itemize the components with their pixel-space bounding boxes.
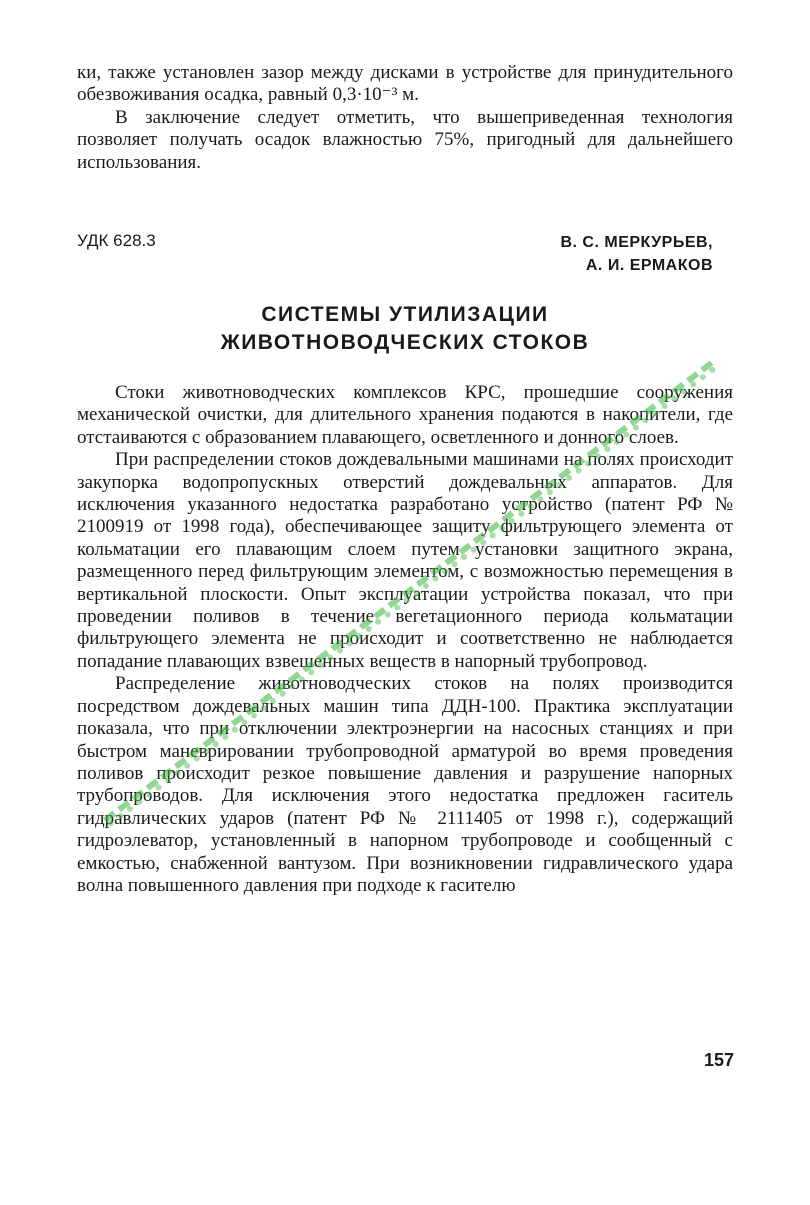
article-body: [77, 382, 733, 897]
author-2: А. И. ЕРМАКОВ: [585, 257, 713, 274]
author-1: В. С. МЕРКУРЬЕВ,: [560, 234, 713, 251]
udk-code: УДК 628.3: [77, 231, 156, 250]
top-paragraph-1: ки, также установлен зазор между дисками в устройстве для принудительного обезвоживания осадка, равный 0,3·10⁻³ м.: [77, 62, 733, 106]
body-paragraph-2: При распределении стоков дождевальными машинами на полях происходит закупорка водопропускных отверстий дождевальных аппаратов. Для исключения указанного недостатка разработано устройство (патент РФ № 2100919 от 1998 года), обеспечивающее защиту фильтрующего элемента от кольматации его плавающим слоем путем установки защитного экрана, размещенного перед фильтрующим элементом, с возможностью перемещения в вертикальной плоскости. Опыт эксплуатации устройства показал, что при проведении поливов в течение вегетационного периода кольматации фильтрующего элемента не происходит и соответственно не наблюдается попадание плавающих взвешенных веществ в напорный трубопровод.: [77, 449, 733, 672]
title-line-1: СИСТЕМЫ УТИЛИЗАЦИИ: [261, 303, 549, 326]
article-header: [77, 231, 713, 277]
title-line-2: ЖИВОТНОВОДЧЕСКИХ СТОКОВ: [220, 331, 590, 354]
authors: [560, 231, 713, 277]
body-paragraph-1: Стоки животноводческих комплексов КРС, прошедшие сооружения механической очистки, для длительного хранения подаются в накопители, где отстаиваются с образованием плавающего, осветленного и донного слоев.: [77, 382, 733, 448]
top-text: [77, 62, 733, 174]
top-paragraph-2: В заключение следует отметить, что вышеприведенная технология позволяет получать осадок влажностью 75%, пригодный для дальнейшего использования.: [77, 106, 733, 173]
page-number: 157: [703, 1050, 734, 1070]
body-paragraph-3: Распределение животноводческих стоков на полях производится посредством дождевальных машин типа ДДН-100. Практика эксплуатации показала, что при отключении электроэнергии на насосных станциях и при быстром маневрировании трубопроводной арматурой во время проведения поливов происходит резкое повышение давления и разрушение напорных трубопроводов. Для исключения этого недостатка предложен гаситель гидравлических ударов (патент РФ № 2111405 от 1998 г.), содержащий гидроэлеватор, установленный в напорном трубопроводе и сообщенный с емкостью, снабженной вантузом. При возникновении гидравлического удара волна повышенного давления при подходе к гасителю: [77, 673, 733, 896]
article-title: [77, 301, 733, 357]
